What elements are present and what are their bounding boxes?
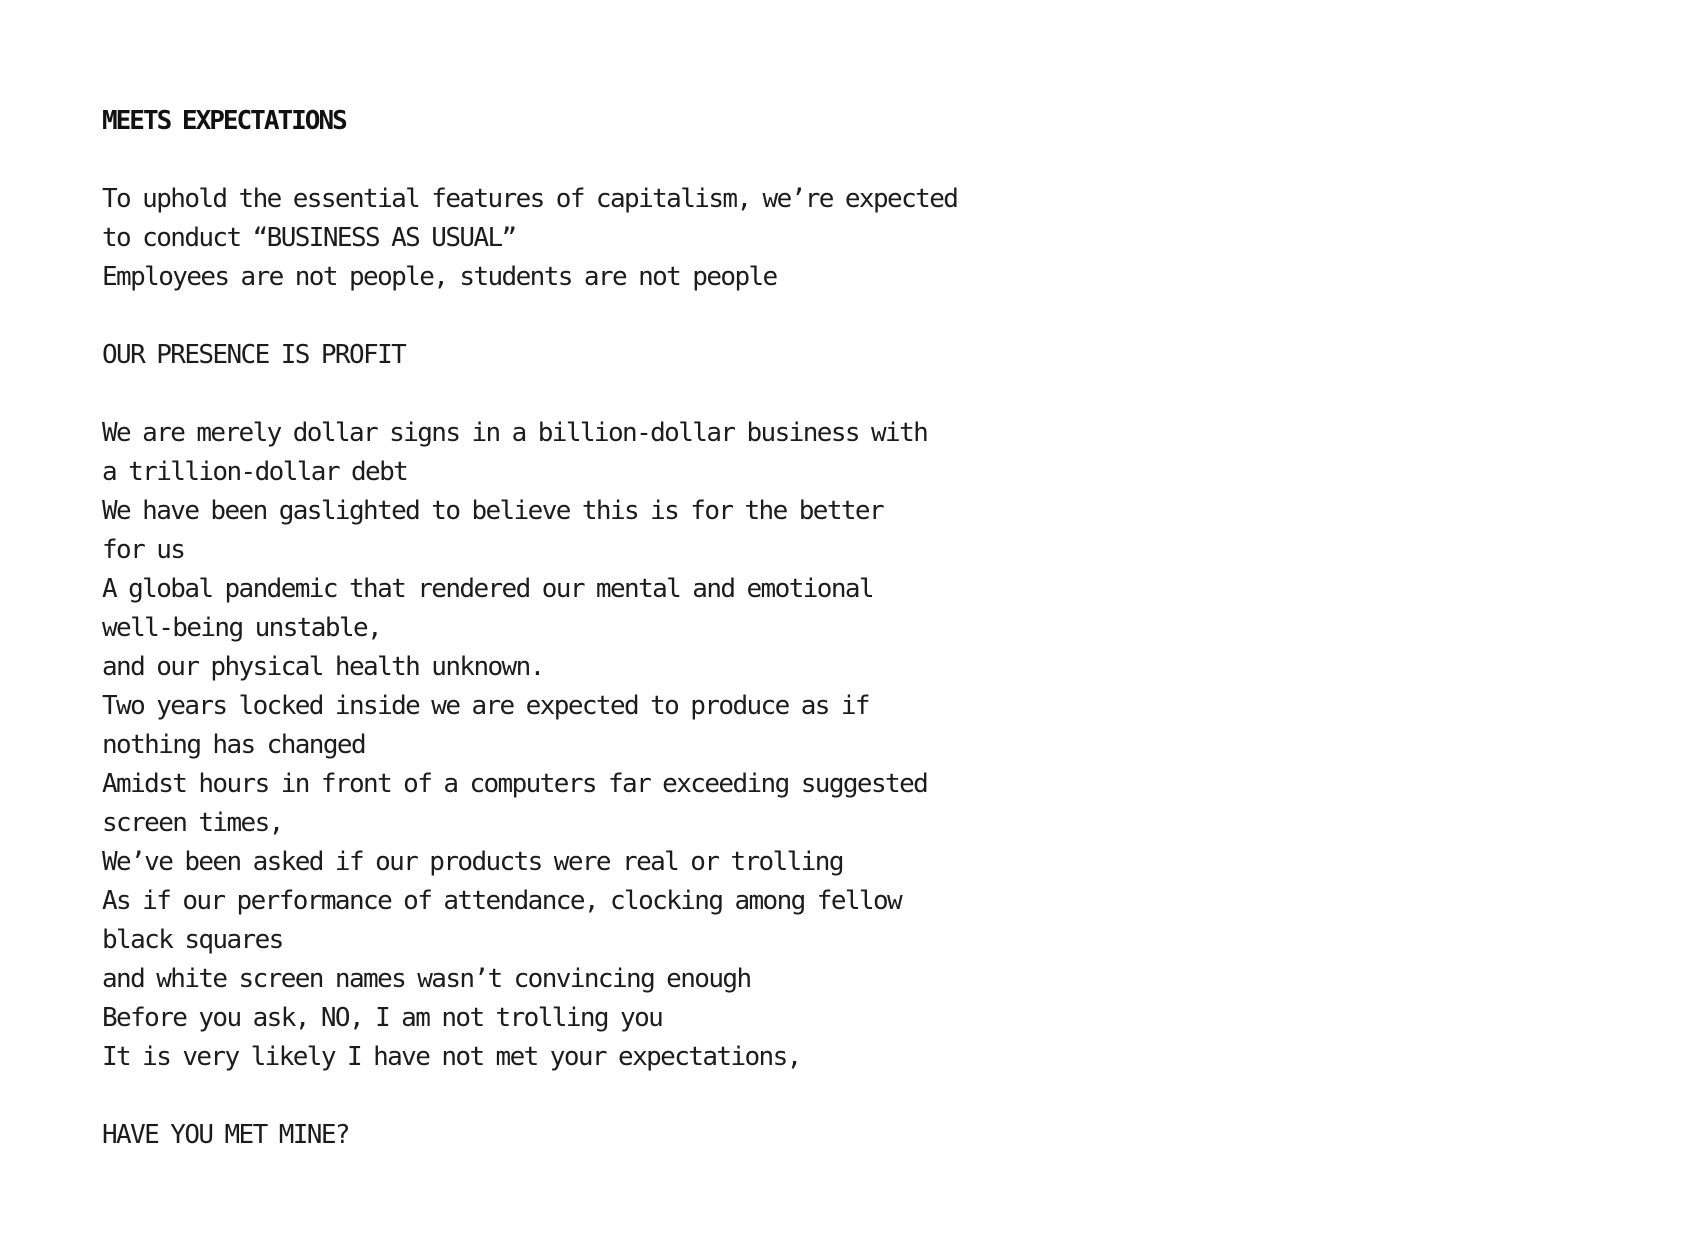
stanza-gap [102, 141, 1102, 180]
stanza-gap [102, 375, 1102, 414]
poem-line: Two years locked inside we are expected to produce as if [102, 691, 869, 721]
refrain-line: OUR PRESENCE IS PROFIT [102, 340, 406, 370]
stanza-2 [102, 414, 1102, 1077]
poem [102, 102, 1102, 1155]
poem-line: black squares [102, 925, 283, 955]
closing-line: HAVE YOU MET MINE? [102, 1120, 349, 1150]
poem-line: Amidst hours in front of a computers far exceeding suggested [102, 769, 928, 799]
poem-title: MEETS EXPECTATIONS [102, 106, 346, 136]
poem-line: As if our performance of attendance, clocking among fellow [102, 886, 902, 916]
poem-line: for us [102, 535, 185, 565]
poem-line: We have been gaslighted to believe this is for the better [102, 496, 884, 526]
poem-line: To uphold the essential features of capitalism, we’re expected [102, 184, 958, 214]
poem-line: A global pandemic that rendered our mental and emotional [102, 574, 873, 604]
poem-line: We are merely dollar signs in a billion-dollar business with [102, 418, 928, 448]
stanza-1 [102, 180, 1102, 297]
poem-line: nothing has changed [102, 730, 366, 760]
poem-line: a trillion-dollar debt [102, 457, 408, 487]
poem-line: Before you ask, NO, I am not trolling you [102, 1003, 663, 1033]
poem-line: well-being unstable, [102, 613, 382, 643]
poem-line: Employees are not people, students are not people [102, 262, 777, 292]
poem-line: We’ve been asked if our products were real or trolling [102, 847, 843, 877]
stanza-gap [102, 1077, 1102, 1116]
poem-line: to conduct “BUSINESS AS USUAL” [102, 223, 516, 253]
poem-line: and our physical health unknown. [102, 652, 544, 682]
poem-line: and white screen names wasn’t convincing enough [102, 964, 751, 994]
poem-line: It is very likely I have not met your expectations, [102, 1042, 801, 1072]
poem-line: screen times, [102, 808, 283, 838]
stanza-gap [102, 297, 1102, 336]
